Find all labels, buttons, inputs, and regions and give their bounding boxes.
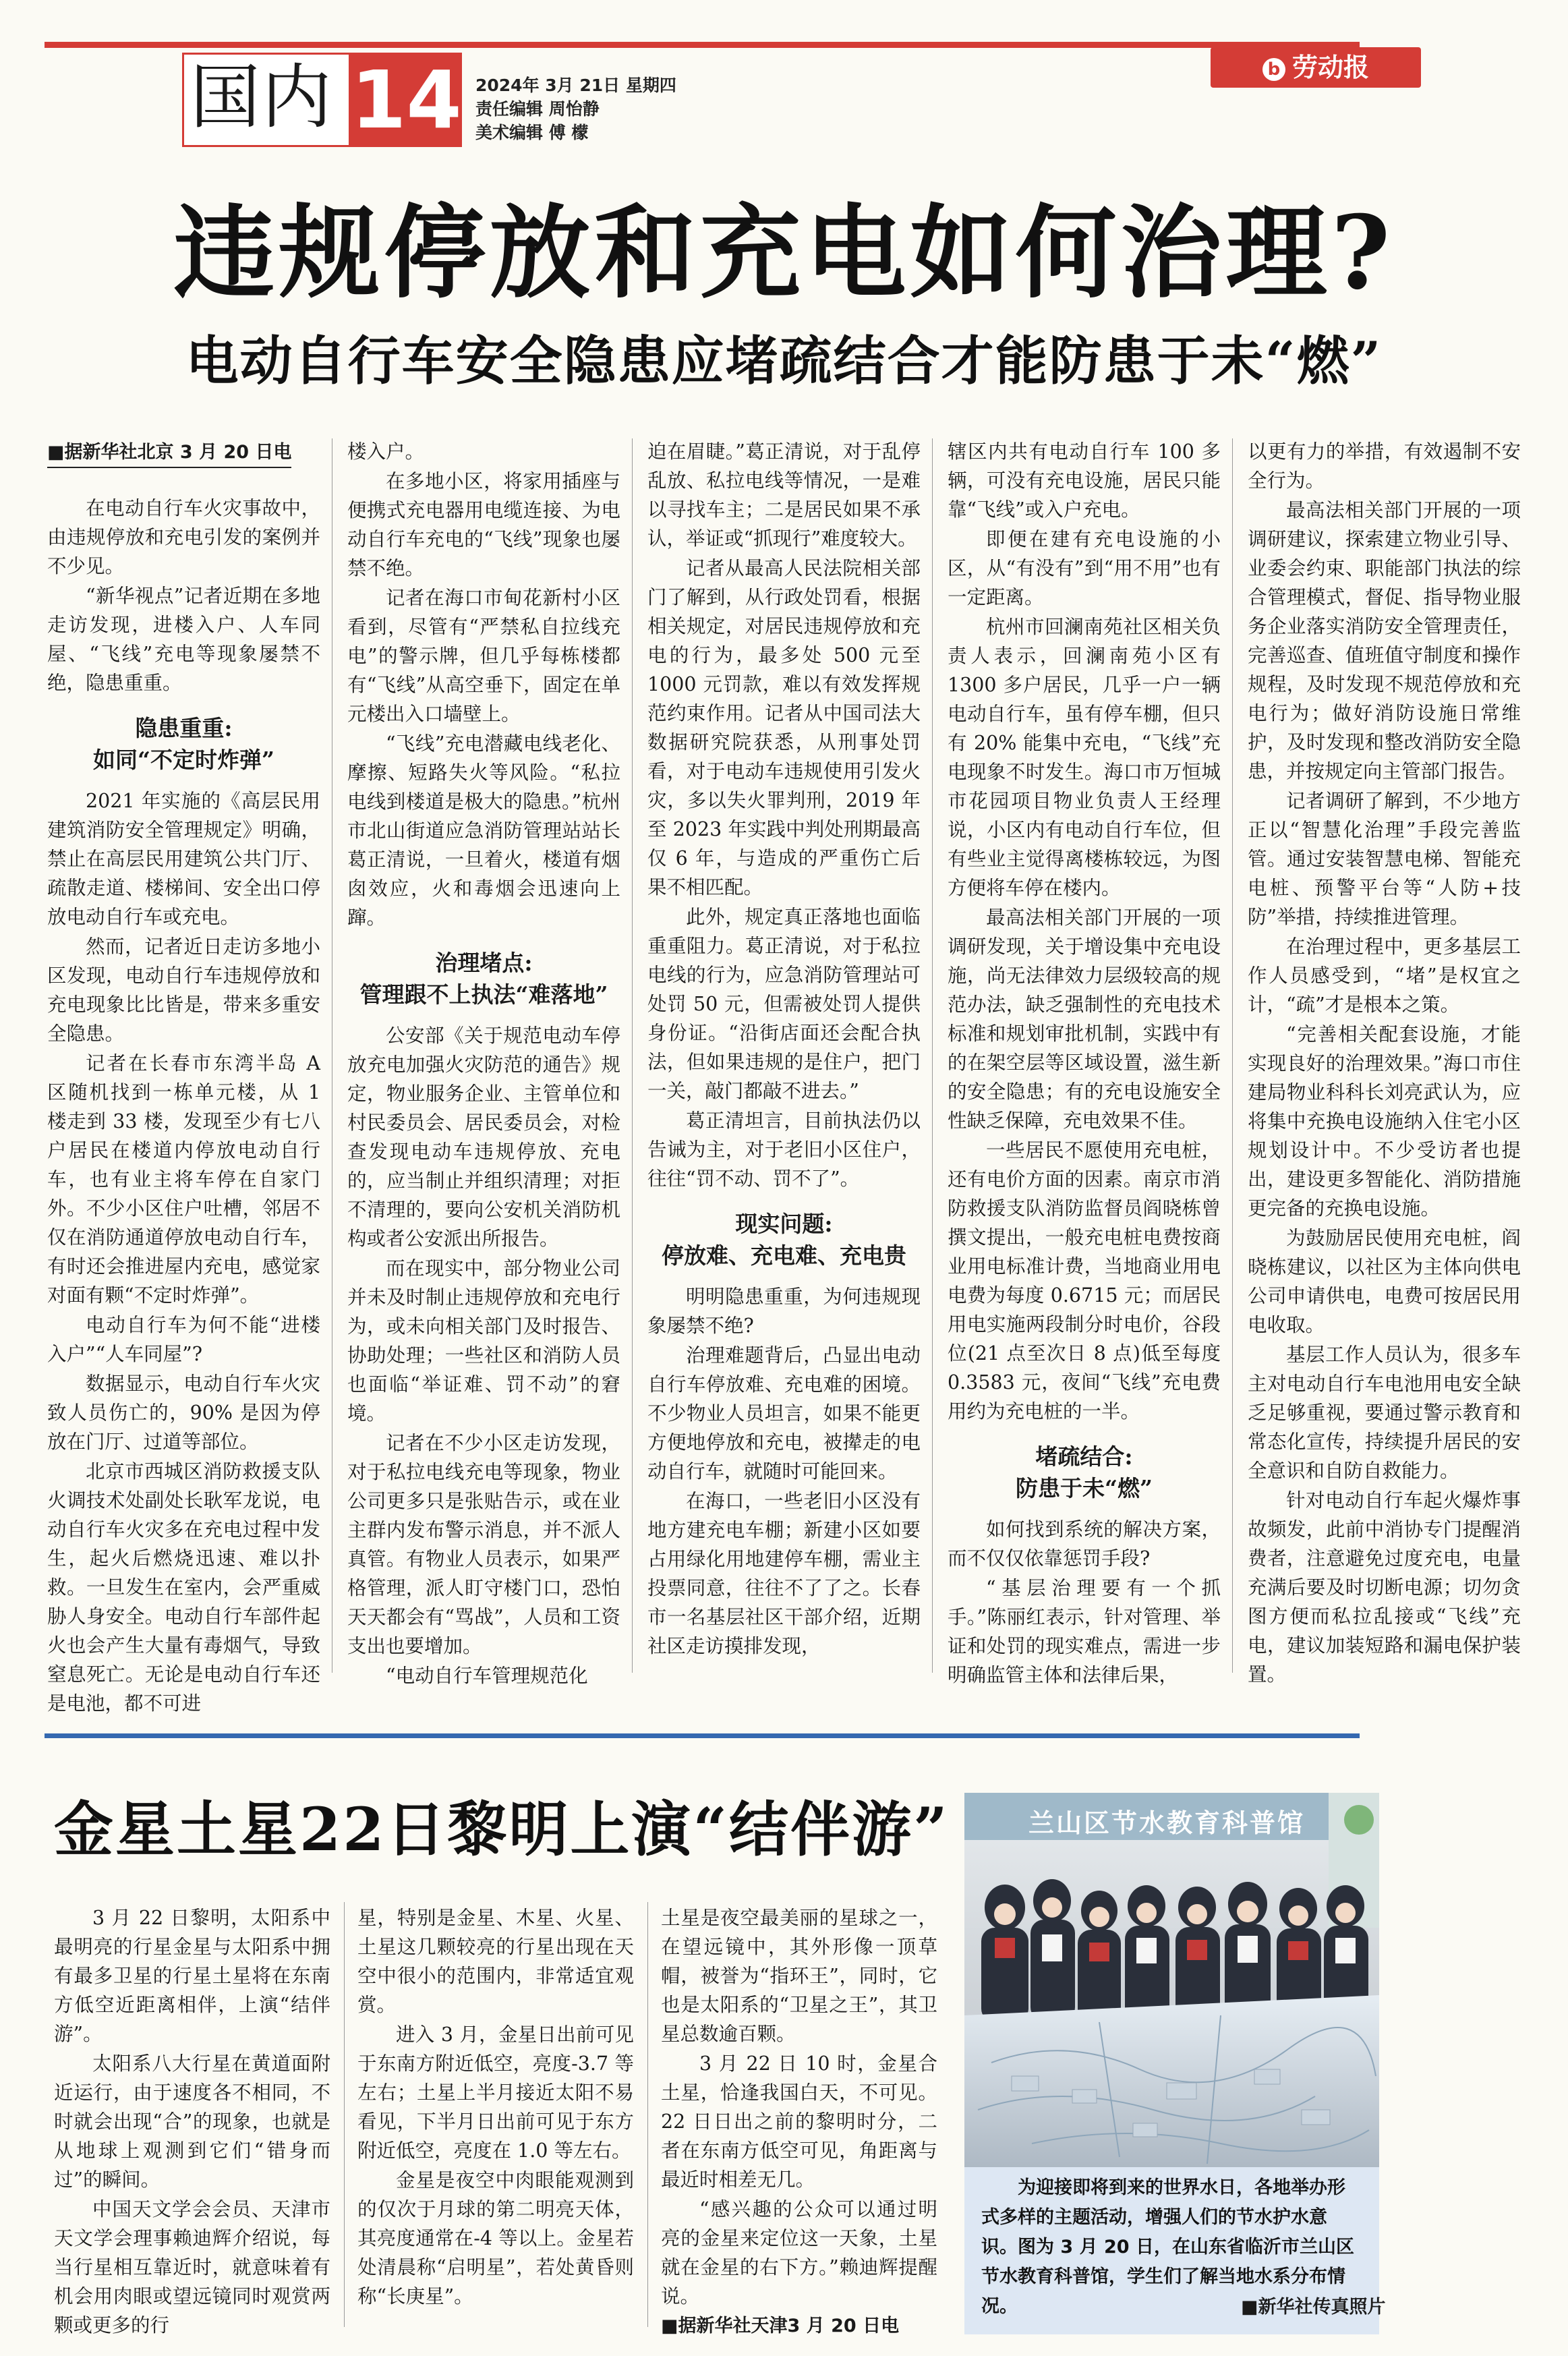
- paragraph: 此外，规定真正落地也面临重重阻力。葛正清说，对于私拉电线的行为，应急消防管理站可处罚 50 元，但需被处罚人提供身份证。“沿街店面还会配合执法，但如果违规的是住户，把门一关，敲门都敲不进去。”: [647, 906, 921, 1102]
- paragraph: 太阳系八大行星在黄道面附近运行，由于速度各不相同，不时就会出现“合”的现象，也就是从地球上观测到它们“错身而过”的瞬间。: [54, 2052, 330, 2191]
- art-editor-credit: 美术编辑 傅 檬: [475, 123, 589, 142]
- paragraph: 记者从最高人民法院相关部门了解到，从行政处罚看，根据相关规定，对居民违规停放和充电的行为，最多处 500 元至 1000 元罚款，难以有效发挥规范约束作用。记者从中国司法大数据研究院获悉，从刑事处罚看，对于电动车违规使用引发火灾，多以失火罪判刑，2019 年至 2023 年实践中判处刑期最高仅 6 年，与造成的严重伤亡后果不相匹配。: [647, 557, 921, 898]
- paragraph: 最高法相关部门开展的一项调研建议，探索建立物业引导、业委会约束、职能部门执法的综合管理模式，督促、指导物业服务企业落实消防安全管理责任，完善巡查、值班值守制度和操作规程，及时发现不规范停放和充电行为；做好消防设施日常维护，及时发现和整改消防安全隐患，并按规定向主管部门报告。: [1248, 499, 1521, 782]
- logo-icon: b: [1262, 58, 1285, 81]
- photo-credit: ■新华社传真照片: [1241, 2297, 1386, 2318]
- paragraph: “完善相关配套设施，才能实现良好的治理效果。”海口市住建局物业科科长刘亮武认为，应将集中充换电设施纳入住宅小区规划设计中。不少受访者也提出，建设更多智能化、消防措施更完备的充换电设施。: [1248, 1023, 1521, 1219]
- column-rule: [344, 1902, 345, 2327]
- main-subheadline: 电动自行车安全隐患应堵疏结合才能防患于未“燃”: [185, 331, 1383, 392]
- paragraph: 2021 年实施的《高层民用建筑消防安全管理规定》明确，禁止在高层民用建筑公共门厅、疏散走道、楼梯间、安全出口停放电动自行车或充电。: [47, 790, 320, 928]
- issue-date: 2024年 3月 21日 星期四: [475, 76, 676, 95]
- paragraph: 基层工作人员认为，很多车主对电动自行车电池用电安全缺乏足够重视，要通过警示教育和常态化宣传，持续提升居民的安全意识和自防自救能力。: [1248, 1344, 1521, 1482]
- editor-credit: 责任编辑 周怡静: [475, 99, 600, 119]
- top-rule: [45, 42, 1360, 48]
- paragraph: 杭州市回澜南苑社区相关负责人表示，回澜南苑小区有 1300 多户居民，几乎一户一辆电动自行车，虽有停车棚，但只有 20% 能集中充电，“飞线”充电现象不时发生。海口市万恒城市花园项目物业负责人王经理说，小区内有电动自行车位，但有些业主觉得离楼栋较远，为图方便将车停在楼内。: [948, 616, 1221, 899]
- paragraph: “基层治理要有一个抓手。”陈丽红表示，针对管理、举证和处罚的现实难点，需进一步明确监管主体和法律后果，: [948, 1577, 1221, 1686]
- paragraph: 最高法相关部门开展的一项调研发现，关于增设集中充电设施，尚无法律效力层级较高的规范办法，缺乏强制性的充电技术标准和规划审批机制，实践中有的在架空层等区域设置，滋生新的安全隐患；有的充电设施安全性缺乏保障，充电效果不佳。: [948, 907, 1221, 1132]
- paragraph: 为鼓励居民使用充电桩，阎晓栋建议，以社区为主体向供电公司申请供电，电费可按居民用电收取。: [1248, 1227, 1521, 1336]
- paragraph: 治理难题背后，凸显出电动自行车停放难、充电难的困境。不少物业人员坦言，如果不能更方便地停放和充电，被撵走的电动自行车，就随时可能回来。: [647, 1344, 921, 1483]
- article2-dateline: ■据新华社天津3 月 20 日电: [661, 2316, 900, 2336]
- newspaper-logo: [1211, 47, 1421, 88]
- paragraph: 针对电动自行车起火爆炸事故频发，此前中消协专门提醒消费者，注意避免过度充电，电量充满后要及时切断电源；切勿贪图方便而私拉乱接或“飞线”充电，建议加装短路和漏电保护装置。: [1248, 1489, 1521, 1686]
- paragraph: “新华视点”记者近期在多地走访发现，进楼入户、人车同屋、“飞线”充电等现象屡禁不绝，隐患重重。: [47, 585, 320, 694]
- paragraph: 迫在眉睫。”葛正清说，对于乱停乱放、私拉电线等情况，一是难以寻找车主；二是居民如果不承认，举证或“抓现行”难度较大。: [647, 440, 921, 550]
- column-rule: [1232, 438, 1233, 1673]
- photo-sign-text: 兰山区节水教育科普馆: [1028, 1808, 1305, 1838]
- main-headline: 违规停放和充电如何治理?: [173, 194, 1395, 312]
- subheading-2: 治理堵点: 管理跟不上执法“难落地”: [359, 950, 608, 1008]
- brand-name: 劳动报: [1291, 53, 1369, 82]
- subheading-4: 堵疏结合: 防患于未“燃”: [1016, 1443, 1153, 1501]
- section-label: 国内: [190, 56, 334, 138]
- paragraph: 3 月 22 日黎明，太阳系中最明亮的行星金星与太阳系中拥有最多卫星的行星土星将在东南方低空近距离相伴，上演“结伴游”。: [54, 1907, 330, 2045]
- paragraph: 在海口，一些老旧小区没有地方建充电车棚；新建小区如要占用绿化用地建停车棚，需业主投票同意，往往不了了之。长春市一名基层社区干部介绍，近期社区走访摸排发现，: [647, 1490, 921, 1657]
- paragraph: “感兴趣的公众可以通过明亮的金星来定位这一天象，土星就在金星的右下方。”赖迪辉提醒说。: [661, 2198, 937, 2307]
- paragraph: 3 月 22 日 10 时，金星合土星，恰逢我国白天，不可见。22 日日出之前的黎明时分，二者在东南方低空可见，角距离与最近时相差无几。: [661, 2052, 937, 2191]
- paragraph: 中国天文学会会员、天津市天文学会理事赖迪辉介绍说，每当行星相互靠近时，就意味着有机会用肉眼或望远镜同时观赏两颗或更多的行: [54, 2198, 330, 2336]
- paragraph: 楼入户。: [347, 440, 425, 463]
- paragraph: 星，特别是金星、木星、火星、土星这几颗较亮的行星出现在天空中很小的范围内，非常适宜观赏。: [357, 1907, 634, 2016]
- article1-column-3: [647, 437, 921, 1661]
- paragraph: 如何找到系统的解决方案，而不仅仅依靠惩罚手段?: [948, 1518, 1221, 1570]
- paragraph: “电动自行车管理规范化: [386, 1665, 588, 1687]
- paragraph: 然而，记者近日走访多地小区发现，电动自行车违规停放和充电现象比比皆是，带来多重安全隐患。: [47, 936, 320, 1045]
- paragraph: 电动自行车为何不能“进楼入户”“人车同屋”?: [47, 1314, 320, 1365]
- photo-caption: 为迎接即将到来的世界水日，各地举办形式多样的主题活动，增强人们的节水护水意识。图为 3 月 20 日，在山东省临沂市兰山区节水教育科普馆，学生们了解当地水系分布情况。: [981, 2177, 1354, 2317]
- subheading-1: 隐患重重: 如同“不定时炸弹”: [93, 715, 274, 773]
- paragraph: 明明隐患重重，为何违规现象屡禁不绝?: [647, 1286, 921, 1337]
- article2-headline: 金星土星22日黎明上演“结伴游”: [54, 1794, 950, 1864]
- column-rule: [632, 438, 633, 1673]
- paragraph: 记者调研了解到，不少地方正以“智慧化治理”手段完善监管。通过安装智慧电梯、智能充电桩、预警平台等“人防+技防”举措，持续推进管理。: [1248, 790, 1521, 928]
- paragraph: “飞线”充电潜藏电线老化、摩擦、短路失火等风险。“私拉电线到楼道是极大的隐患。”杭州市北山街道应急消防管理站站长葛正清说，一旦着火，楼道有烟囱效应，火和毒烟会迅速向上蹿。: [347, 732, 620, 929]
- paragraph: 以更有力的举措，有效遏制不安全行为。: [1248, 440, 1521, 492]
- paragraph: 金星是夜空中肉眼能观测到的仅次于月球的第二明亮天体，其亮度通常在-4 等以上。金星若处清晨称“启明星”，若处黄昏则称“长庚星”。: [357, 2169, 634, 2307]
- subheading-3: 现实问题: 停放难、充电难、充电贵: [662, 1211, 906, 1269]
- paragraph: 葛正清坦言，目前执法仍以告诫为主，对于老旧小区住户，往往“罚不动、罚不了”。: [647, 1110, 921, 1190]
- paragraph: 辖区内共有电动自行车 100 多辆，可没有充电设施，居民只能靠“飞线”或入户充电。: [948, 440, 1221, 521]
- paragraph: 在电动自行车火灾事故中，由违规停放和充电引发的案例并不少见。: [47, 497, 320, 577]
- paragraph: 在治理过程中，更多基层工作人员感受到，“堵”是权宜之计，“疏”才是根本之策。: [1248, 936, 1521, 1016]
- article2-column-3: [661, 1903, 937, 2341]
- article1-column-5: [1248, 437, 1521, 1690]
- paragraph: 记者在不少小区走访发现，对于私拉电线充电等现象，物业公司更多只是张贴告示，或在业主群内发布警示消息，并不派人真管。有物业人员表示，如果严格管理，派人盯守楼门口，恐怕天天都会有“骂战”，人员和工资支出也要增加。: [347, 1432, 620, 1657]
- paragraph: 公安部《关于规范电动车停放充电加强火灾防范的通告》规定，物业服务企业、主管单位和村民委员会、居民委员会，对检查发现电动车违规停放、充电的，应当制止并组织清理；对拒不清理的，要向公安机关消防机构或者公安派出所报告。: [347, 1025, 620, 1250]
- section-divider: [45, 1733, 1360, 1738]
- photo-illustration: [964, 1793, 1379, 2167]
- article2-column-1: [54, 1903, 330, 2340]
- article1-column-4: [948, 437, 1221, 1690]
- column-rule: [647, 1902, 648, 2327]
- article2-column-2: [357, 1903, 634, 2311]
- article1-column-2: [347, 437, 620, 1691]
- paragraph: 记者在海口市甸花新村小区看到，尽管有“严禁私自拉线充电”的警示牌，但几乎每栋楼都有“飞线”从高空垂下，固定在单元楼出入口墙壁上。: [347, 587, 620, 725]
- paragraph: 数据显示，电动自行车火灾致人员伤亡的，90% 是因为停放在门厅、过道等部位。: [47, 1373, 320, 1453]
- paragraph: 在多地小区，将家用插座与便携式充电器用电缆连接、为电动自行车充电的“飞线”现象也屡禁不绝。: [347, 470, 620, 579]
- news-photo: [964, 1793, 1379, 2167]
- paragraph: 记者在长春市东湾半岛 A 区随机找到一栋单元楼，从 1 楼走到 33 楼，发现至少有七八户居民在楼道内停放电动自行车，也有业主将车停在自家门外。不少小区住户吐槽，邻居不仅在消防通道停放电动自行车，有时还会推进屋内充电，感觉家对面有颗“不定时炸弹”。: [47, 1052, 320, 1306]
- paragraph: 而在现实中，部分物业公司并未及时制止违规停放和充电行为，或未向相关部门及时报告、协助处理；一些社区和消防人员也面临“举证难、罚不动”的窘境。: [347, 1257, 620, 1425]
- paragraph: 一些居民不愿使用充电桩，还有电价方面的因素。南京市消防救援支队消防监督员阎晓栋曾撰文提出，一般充电桩电费按商业用电标准计费，当地商业用电电费为每度 0.6715 元；而居民用电实施两段制分时电价，谷段位(21 点至次日 8 点)低至每度 0.3583 元，夜间“飞线”充电费用约为充电桩的一半。: [948, 1139, 1221, 1423]
- paragraph: 进入 3 月，金星日出前可见于东南方附近低空，亮度-3.7 等左右；土星上半月接近太阳不易看见，下半月日出前可见于东方附近低空，亮度在 1.0 等左右。: [357, 2023, 634, 2162]
- paragraph: 北京市西城区消防救援支队火调技术处副处长耿军龙说，电动自行车火灾多在充电过程中发生，起火后燃烧迅速、难以扑救。一旦发生在室内，会严重威胁人身安全。电动自行车部件起火也会产生大量有毒烟气，导致窒息死亡。无论是电动自行车还是电池，都不可进: [47, 1460, 320, 1715]
- paragraph: 即便在建有充电设施的小区，从“有没有”到“用不用”也有一定距离。: [948, 528, 1221, 608]
- paragraph: 土星是夜空最美丽的星球之一，在望远镜中，其外形像一顶草帽，被誉为“指环王”，同时，它也是太阳系的“卫星之王”，其卫星总数逾百颗。: [661, 1907, 937, 2045]
- article1-column-1: [47, 437, 320, 1719]
- column-rule: [932, 438, 933, 1673]
- page-number: 14: [351, 53, 462, 146]
- article1-dateline: ■据新华社北京 3 月 20 日电: [47, 438, 291, 468]
